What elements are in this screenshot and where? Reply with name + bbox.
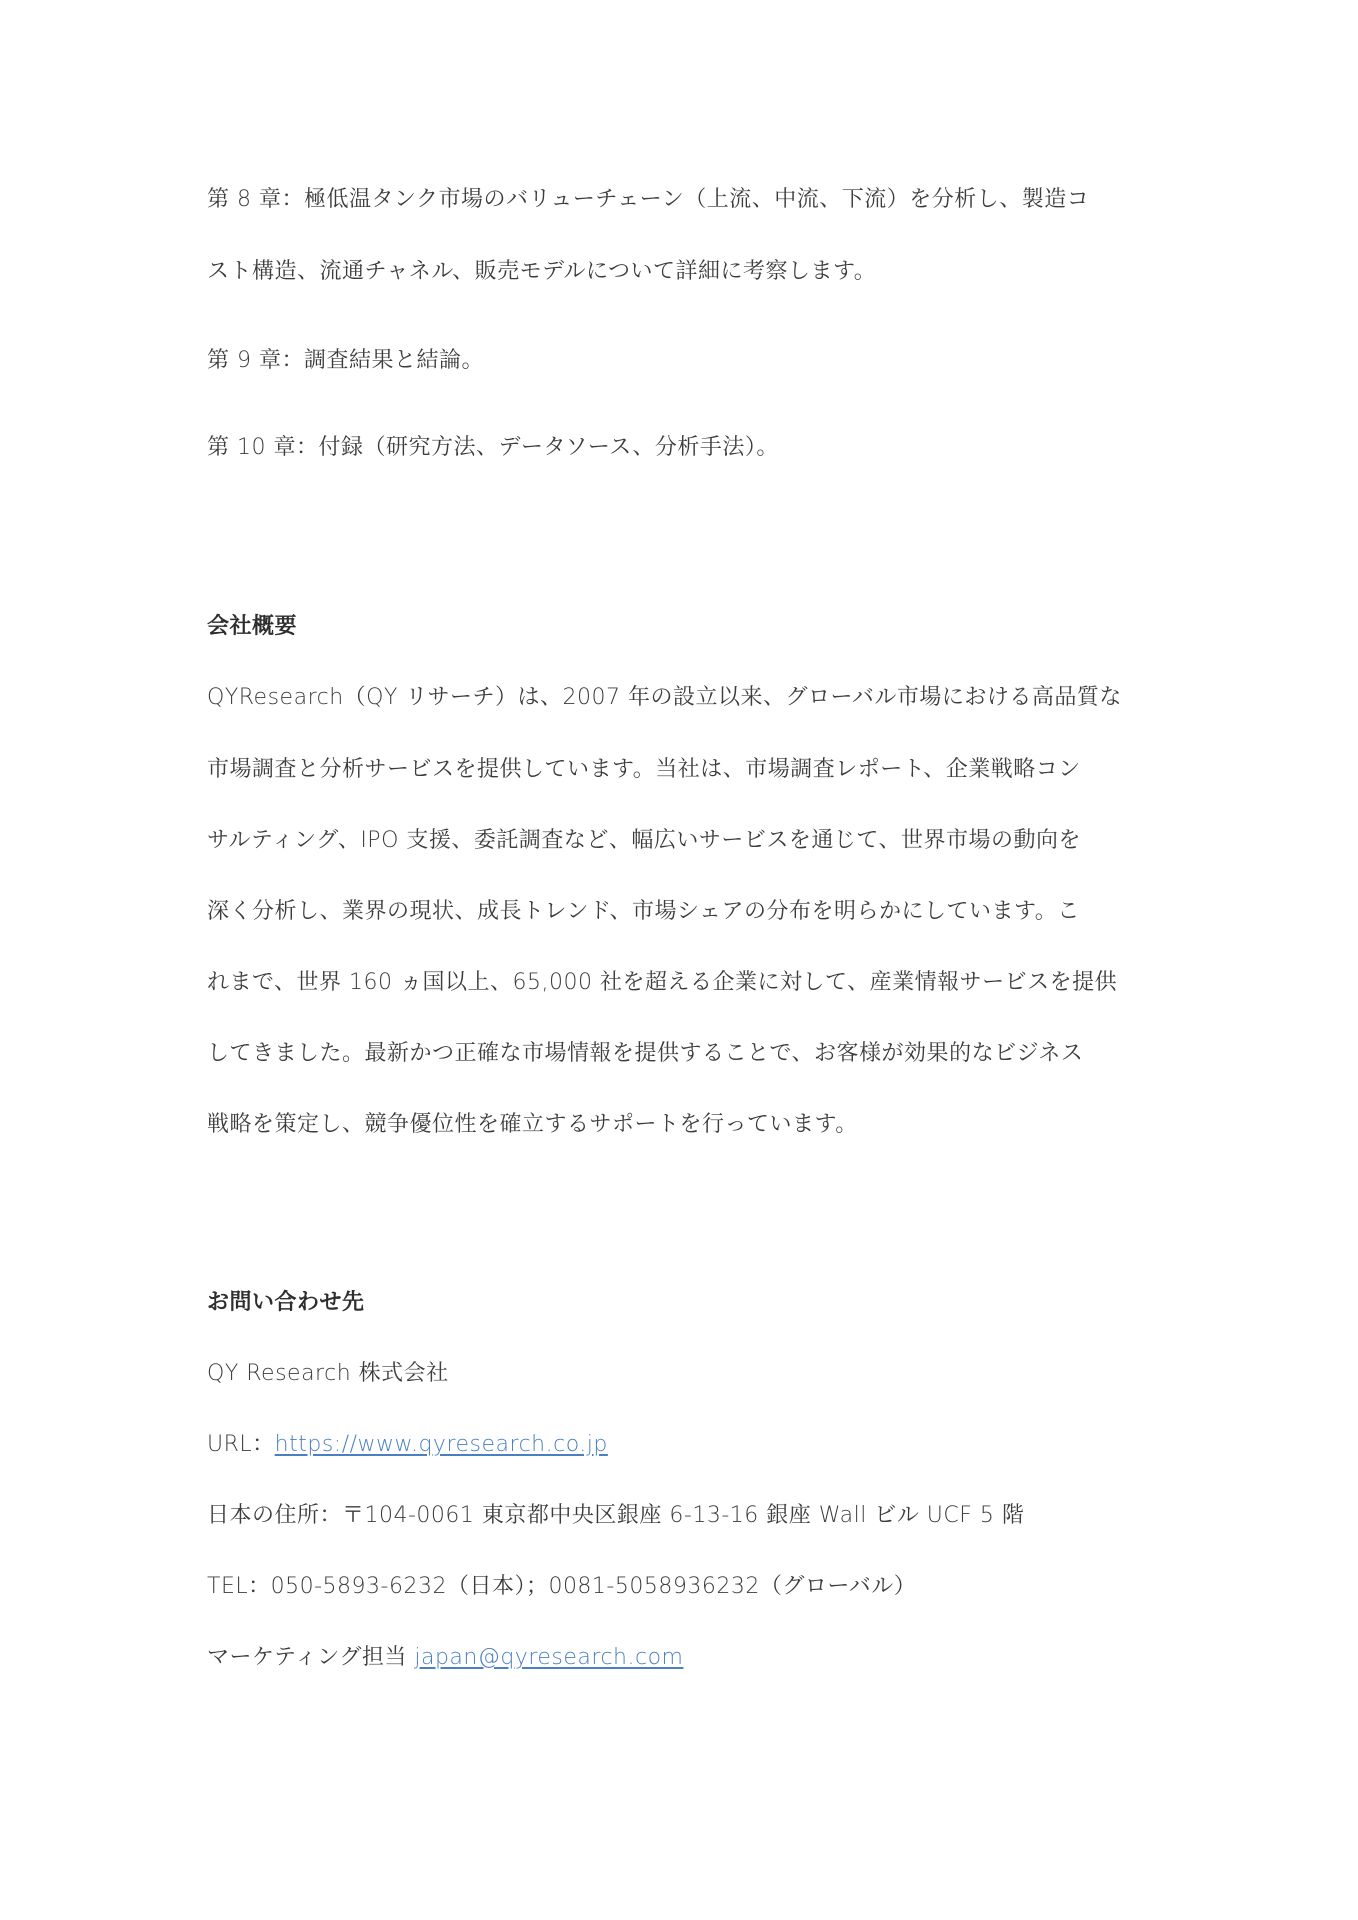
chapter-8-line-1: 第 8 章：極低温タンク市場のバリューチェーン（上流、中流、下流）を分析し、製造コ <box>207 187 1090 212</box>
company-paragraph-line: QYResearch（QY リサーチ）は、2007 年の設立以来、グローバル市場における高品質な <box>207 685 1122 710</box>
company-paragraph-line: してきました。最新かつ正確な市場情報を提供することで、お客様が効果的なビジネス <box>207 1041 1084 1066</box>
website-link[interactable]: https://www.qyresearch.co.jp <box>274 1432 608 1457</box>
contact-url-row <box>207 1430 608 1460</box>
company-paragraph-line: サルティング、IPO 支援、委託調査など、幅広いサービスを通じて、世界市場の動向を <box>207 828 1081 853</box>
company-paragraph-line: 市場調査と分析サービスを提供しています。当社は、市場調査レポート、企業戦略コン <box>207 757 1081 782</box>
contact-company-name: QY Research 株式会社 <box>207 1361 449 1386</box>
company-paragraph-line: 深く分析し、業界の現状、成長トレンド、市場シェアの分布を明らかにしています。こ <box>207 899 1080 924</box>
company-paragraph-line: れまで、世界 160 ヵ国以上、65,000 社を超える企業に対して、産業情報サービスを提供 <box>207 970 1118 995</box>
contact-address: 日本の住所：〒104-0061 東京都中央区銀座 6-13-16 銀座 Wall ビル UCF 5 階 <box>207 1503 1025 1528</box>
email-link[interactable]: japan@qyresearch.com <box>414 1645 684 1670</box>
contact-heading: お問い合わせ先 <box>207 1290 365 1315</box>
chapter-8-line-2: スト構造、流通チャネル、販売モデルについて詳細に考察します。 <box>207 259 877 284</box>
url-label: URL： <box>207 1432 275 1457</box>
marketing-label: マーケティング担当 <box>207 1645 415 1670</box>
chapter-10: 第 10 章：付録（研究方法、データソース、分析手法）。 <box>207 435 779 460</box>
contact-marketing-row <box>207 1643 683 1673</box>
contact-tel: TEL：050-5893-6232（日本）；0081-5058936232（グローバル） <box>207 1574 917 1599</box>
chapter-9: 第 9 章：調査結果と結論。 <box>207 348 484 373</box>
company-overview-heading: 会社概要 <box>207 614 298 639</box>
company-paragraph-line: 戦略を策定し、競争優位性を確立するサポートを行っています。 <box>207 1112 858 1137</box>
